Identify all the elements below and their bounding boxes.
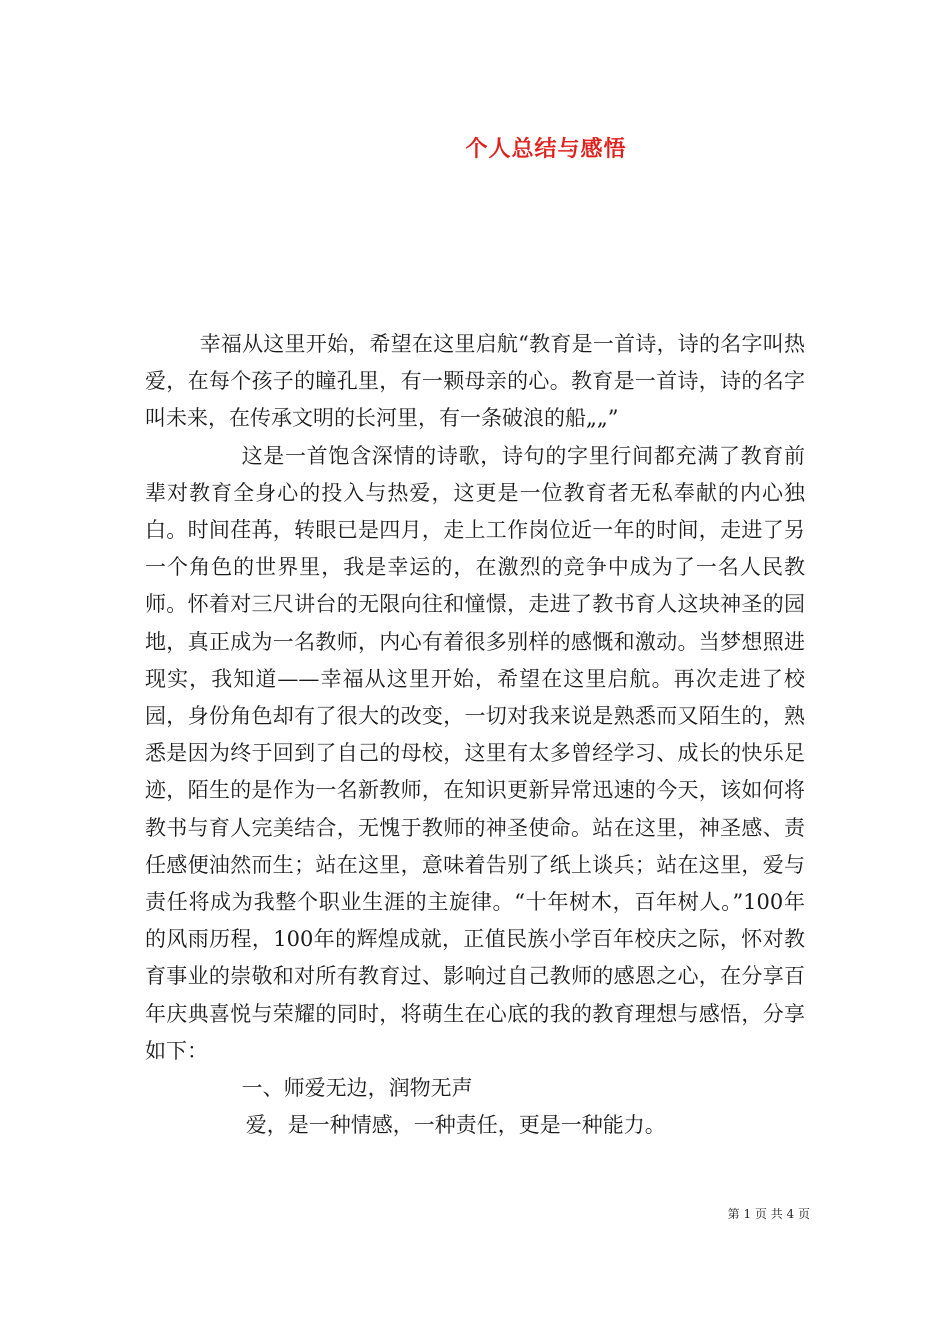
section-heading: 一、师爱无边，润物无声 (241, 1076, 473, 1101)
page-number-footer: 第 1 页 共 4 页 (727, 1207, 810, 1221)
document-body (145, 326, 805, 1144)
document-title: 个人总结与感悟 (465, 136, 627, 162)
paragraph-intro: 幸福从这里开始，希望在这里启航“教育是一首诗，诗的名字叫热爱，在每个孩子的瞳孔里，有一颗母亲的心。教育是一首诗，诗的名字叫未来，在传承文明的长河里，有一条破浪的船„„” (145, 332, 805, 431)
paragraph-love: 爱，是一种情感，一种责任，更是一种能力。 (245, 1113, 666, 1138)
paragraph-main: 这是一首饱含深情的诗歌，诗句的字里行间都充满了教育前辈对教育全身心的投入与热爱，这更是一位教育者无私奉献的内心独白。时间荏苒，转眼已是四月，走上工作岗位近一年的时间，走进了另一个角色的世界里，我是幸运的，在激烈的竞争中成为了一名人民教师。怀着对三尺讲台的无限向往和憧憬，走进了教书育人这块神圣的园地，真正成为一名教师，内心有着很多别样的感慨和激动。当梦想照进现实，我知道——幸福从这里开始，希望在这里启航。再次走进了校园，身份角色却有了很大的改变，一切对我来说是熟悉而又陌生的，熟悉是因为终于回到了自己的母校，这里有太多曾经学习、成长的快乐足迹，陌生的是作为一名新教师，在知识更新异常迅速的今天，该如何将教书与育人完美结合，无愧于教师的神圣使命。站在这里，神圣感、责任感便油然而生；站在这里，意味着告别了纸上谈兵；站在这里，爱与责任将成为我整个职业生涯的主旋律。“十年树木，百年树人。”100年的风雨历程，100年的辉煌成就，正值民族小学百年校庆之际，怀对教育事业的崇敬和对所有教育过、影响过自己教师的感恩之心，在分享百年庆典喜悦与荣耀的同时，将萌生在心底的我的教育理想与感悟，分享如下： (145, 443, 805, 1063)
